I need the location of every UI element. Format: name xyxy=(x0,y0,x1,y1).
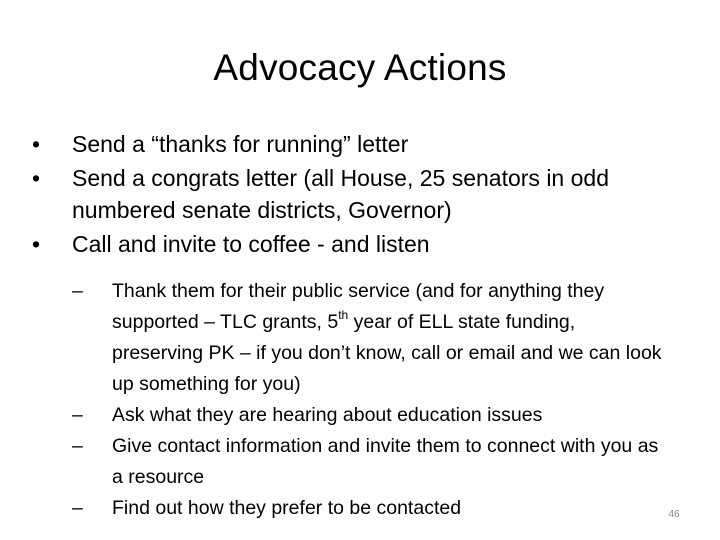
sub-bullet-marker: – xyxy=(72,435,83,457)
sub-bullet-text: Ask what they are hearing about education issues xyxy=(112,404,543,426)
sub-bullet-marker: – xyxy=(72,497,83,519)
sub-bullet-item-preferred-contact xyxy=(72,493,662,524)
page-number: 46 xyxy=(668,509,680,520)
sub-bullet-list xyxy=(32,276,672,524)
bullet-item-thanks-letter xyxy=(32,128,672,160)
sub-bullet-marker: – xyxy=(72,280,83,302)
bullet-text: Send a “thanks for running” letter xyxy=(72,131,409,157)
slide-body xyxy=(32,128,672,524)
sub-bullet-text: Give contact information and invite them to connect with you as a resource xyxy=(112,435,659,488)
sub-bullet-item-ask-issues xyxy=(72,400,662,431)
bullet-item-congrats-letter xyxy=(32,162,672,226)
bullet-marker: • xyxy=(32,231,41,257)
sub-bullet-text-part: Thank them for their public service (and for anything they supported – TLC grants, 5 xyxy=(112,280,605,333)
bullet-item-invite-coffee xyxy=(32,228,672,260)
bullet-marker: • xyxy=(32,165,41,191)
superscript-th: th xyxy=(338,307,349,322)
sub-bullet-marker: – xyxy=(72,404,83,426)
slide-title: Advocacy Actions xyxy=(213,47,507,88)
sub-bullet-text: Find out how they prefer to be contacted xyxy=(112,497,462,519)
sub-bullet-item-contact-info xyxy=(72,431,662,493)
bullet-text: Send a congrats letter (all House, 25 senators in odd numbered senate districts, Governor) xyxy=(72,165,609,223)
bullet-marker: • xyxy=(32,131,41,157)
bullet-text: Call and invite to coffee - and listen xyxy=(72,231,430,257)
sub-bullet-text-part: year of ELL state funding, preserving PK – if you don’t know, call or email and we can look up something for you) xyxy=(112,311,662,395)
sub-bullet-item-thank-service xyxy=(72,276,668,400)
